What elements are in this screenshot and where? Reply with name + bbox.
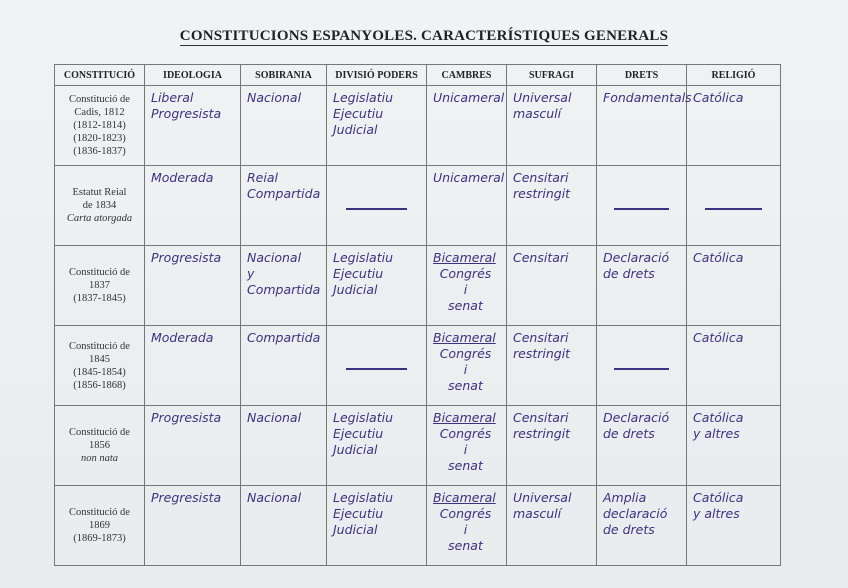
constitution-note: non nata: [80, 453, 119, 464]
cambres-type: Bicameral: [433, 250, 496, 265]
cell-sufragi: [507, 166, 597, 246]
empty-dash: [614, 368, 669, 370]
cell-drets: [597, 166, 687, 246]
header-religio: RELIGIÓ: [687, 65, 781, 86]
empty-dash: [614, 208, 669, 210]
empty-dash: [705, 208, 763, 210]
header-cambres: CAMBRES: [427, 65, 507, 86]
constitution-name-line: 1845: [89, 353, 110, 365]
cambres-type: Bicameral: [433, 490, 496, 505]
handwritten-entry: Censitari restringit: [513, 170, 571, 201]
cell-sufragi: [507, 326, 597, 406]
handwritten-entry: Universal masculí: [513, 90, 572, 121]
handwritten-entry: Nacional y Compartida: [247, 250, 321, 297]
cell-cambres: [427, 166, 507, 246]
constitution-name-line: Cadis, 1812: [74, 107, 125, 118]
cell-cambres: [427, 246, 507, 326]
handwritten-entry: Progresista: [151, 250, 222, 265]
table-row: [55, 406, 781, 486]
cell-religio: [687, 86, 781, 166]
cell-sufragi: [507, 406, 597, 486]
handwritten-entry: Moderada: [151, 170, 214, 185]
table-row: [55, 246, 781, 326]
handwritten-entry: Reial Compartida: [247, 170, 321, 201]
constitution-name-line: (1820-1823): [73, 133, 126, 144]
handwritten-entry: [427, 486, 506, 554]
cell-religio: [687, 486, 781, 566]
handwritten-entry: Declaració de drets: [603, 410, 670, 441]
document-title: [0, 28, 848, 45]
constitutions-table: [54, 64, 781, 566]
cell-ideologia: [145, 246, 241, 326]
cell-divisio: [327, 406, 427, 486]
cell-drets: [597, 326, 687, 406]
cell-sufragi: [507, 246, 597, 326]
constitution-name-line: (1856-1868): [73, 379, 126, 391]
cell-drets: [597, 86, 692, 166]
cell-drets: [597, 486, 687, 566]
empty-dash: [346, 368, 407, 370]
cell-constitucio: [55, 166, 145, 246]
header-ideologia: IDEOLOGIA: [145, 65, 241, 86]
cambres-detail: Congrés i senat: [439, 426, 492, 473]
handwritten-entry: Liberal Progresista: [151, 90, 222, 121]
cell-constitucio: [55, 86, 145, 166]
cell-sobirania: [241, 326, 327, 406]
handwritten-entry: Censitari: [513, 250, 569, 265]
constitution-name-line: 1856: [89, 440, 110, 451]
handwritten-entry: Compartida: [247, 330, 321, 345]
cell-ideologia: [145, 86, 241, 166]
header-row: [55, 65, 781, 86]
handwritten-entry: Nacional: [247, 90, 302, 105]
handwritten-entry: Censitari restringit: [513, 410, 571, 441]
constitution-name-line: (1845-1854): [73, 366, 126, 378]
handwritten-entry: [427, 326, 506, 394]
cell-sufragi: [507, 86, 597, 166]
cell-sobirania: [241, 246, 327, 326]
cell-cambres: [427, 406, 507, 486]
cell-religio: [687, 166, 781, 246]
handwritten-entry: [427, 406, 506, 474]
handwritten-entry: Nacional: [247, 410, 302, 425]
constitution-note: Carta atorgada: [66, 213, 133, 224]
handwritten-entry: Católica: [693, 90, 744, 105]
header-constitucio: CONSTITUCIÓ: [55, 65, 145, 86]
handwritten-entry: Progresista: [151, 410, 222, 425]
handwritten-entry: Legislatiu Ejecutiu Judicial: [333, 90, 394, 137]
cell-cambres: [427, 326, 507, 406]
handwritten-entry: Unicameral: [433, 170, 505, 185]
handwritten-entry: Moderada: [151, 330, 214, 345]
constitution-name-line: de 1834: [82, 200, 117, 211]
constitution-name-line: Constitució de: [69, 427, 130, 438]
header-sobirania: SOBIRANIA: [241, 65, 327, 86]
cell-constitucio: [55, 406, 145, 486]
table-row: [55, 326, 781, 406]
cambres-type: Bicameral: [433, 330, 496, 345]
constitution-name-line: (1812-1814): [73, 120, 126, 131]
cell-divisio: [327, 86, 427, 166]
cell-religio: [687, 246, 781, 326]
cell-divisio: [327, 326, 427, 406]
handwritten-entry: Declaració de drets: [603, 250, 670, 281]
cambres-detail: Congrés i senat: [439, 346, 492, 393]
cell-religio: [687, 326, 781, 406]
constitution-name-line: 1837: [89, 280, 110, 291]
cell-constitucio: [55, 486, 145, 566]
cell-religio: [687, 406, 781, 486]
table-row: [55, 166, 781, 246]
cell-constitucio: [55, 246, 145, 326]
cambres-detail: Congrés i senat: [439, 266, 492, 313]
cell-sobirania: [241, 86, 327, 166]
cell-divisio: [327, 166, 427, 246]
handwritten-entry: Legislatiu Ejecutiu Judicial: [333, 250, 394, 297]
constitution-name-line: 1869: [89, 520, 110, 531]
cambres-type: Bicameral: [433, 410, 496, 425]
handwritten-entry: Católica: [693, 250, 744, 265]
cell-divisio: [327, 486, 427, 566]
handwritten-entry: Unicameral: [433, 90, 505, 105]
table-row: [55, 86, 781, 166]
handwritten-entry: Legislatiu Ejecutiu Judicial: [333, 410, 394, 457]
header-drets: DRETS: [597, 65, 687, 86]
constitution-name-line: Constitució de: [69, 507, 130, 518]
handwritten-entry: Legislatiu Ejecutiu Judicial: [333, 490, 394, 537]
cell-sobirania: [241, 486, 327, 566]
constitution-name-line: Constitució de: [69, 94, 130, 105]
constitution-name-line: (1869-1873): [73, 533, 126, 544]
table-row: [55, 486, 781, 566]
handwritten-entry: Universal masculí: [513, 490, 572, 521]
handwritten-entry: Católica y altres: [693, 410, 744, 441]
cell-cambres: [427, 486, 507, 566]
header-sufragi: SUFRAGI: [507, 65, 597, 86]
cell-sufragi: [507, 486, 597, 566]
constitution-name-line: (1836-1837): [73, 146, 126, 157]
handwritten-entry: Amplia declaració de drets: [603, 490, 668, 537]
cell-cambres: [427, 86, 507, 166]
handwritten-entry: Censitari restringit: [513, 330, 571, 361]
cell-sobirania: [241, 166, 327, 246]
constitution-name-line: Estatut Reial: [72, 187, 127, 198]
handwritten-entry: Pregresista: [151, 490, 222, 505]
constitution-name-line: Constitució de: [69, 340, 130, 352]
cambres-detail: Congrés i senat: [439, 506, 492, 553]
cell-divisio: [327, 246, 427, 326]
cell-drets: [597, 406, 687, 486]
cell-constitucio: [55, 326, 145, 406]
empty-dash: [346, 208, 407, 210]
header-divisio-poders: DIVISIÓ PODERS: [327, 65, 427, 86]
cell-ideologia: [145, 406, 241, 486]
handwritten-entry: [427, 246, 506, 314]
cell-sobirania: [241, 406, 327, 486]
cell-ideologia: [145, 326, 241, 406]
cell-drets: [597, 246, 687, 326]
handwritten-entry: Fondamentals: [603, 90, 692, 105]
cell-ideologia: [145, 166, 241, 246]
constitution-name-line: (1837-1845): [73, 293, 126, 304]
handwritten-entry: Católica y altres: [693, 490, 744, 521]
title-text: CONSTITUCIONS ESPANYOLES. CARACTERÍSTIQUES GENERALS: [179, 28, 669, 44]
constitution-name-line: Constitució de: [69, 267, 130, 278]
cell-ideologia: [145, 486, 241, 566]
handwritten-entry: Católica: [693, 330, 744, 345]
handwritten-entry: Nacional: [247, 490, 302, 505]
